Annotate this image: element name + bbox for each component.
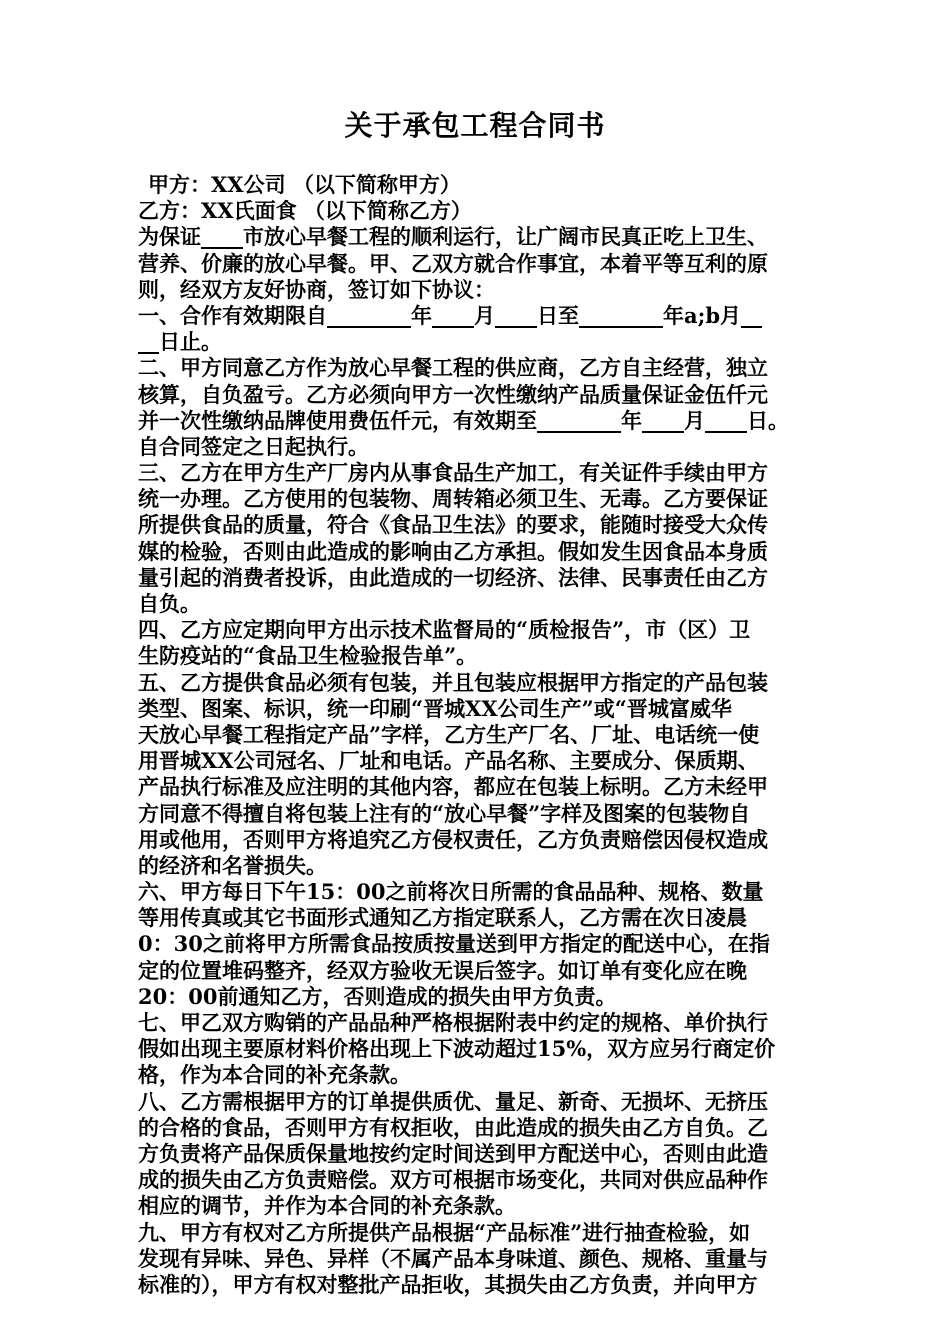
text-line: 标准的），甲方有权对整批产品拒收，其损失由乙方负责，并向甲方 bbox=[138, 1271, 758, 1297]
document-title: 关于承包工程合同书 bbox=[344, 109, 606, 142]
text-line: 统一办理。乙方使用的包装物、周转箱必须卫生、无毒。乙方要保证 bbox=[138, 486, 768, 512]
contract-body bbox=[138, 172, 818, 1298]
text-line: 自合同签定之日起执行。 bbox=[138, 433, 369, 459]
text-line: 的经济和名誉损失。 bbox=[138, 852, 327, 878]
text-line: 用晋城XX公司冠名、厂址和电话。产品名称、主要成分、保质期、 bbox=[138, 748, 759, 774]
clause-2-line: 二、甲方同意乙方作为放心早餐工程的供应商，乙方自主经营，独立 bbox=[138, 355, 768, 381]
text-line: 并一次性缴纳品牌使用费伍仟元，有效期至________年____月____日。 bbox=[138, 407, 789, 433]
text-line: 自负。 bbox=[138, 591, 201, 616]
text-line: 格，作为本合同的补充条款。 bbox=[138, 1062, 411, 1088]
clause-7-line: 七、甲乙双方购销的产品品种严格根据附表中约定的规格、单价执行 bbox=[138, 1010, 768, 1035]
text-line: 类型、图案、标识，统一印刷“晋城XX公司生产”或“晋城富威华 bbox=[138, 695, 732, 721]
text-line: 量引起的消费者投诉，由此造成的一切经济、法律、民事责任由乙方 bbox=[138, 564, 768, 590]
text-line: 营养、价廉的放心早餐。甲、乙双方就合作事宜，本着平等互利的原 bbox=[138, 250, 768, 276]
text-line: 用或他用，否则甲方将追究乙方侵权责任，乙方负责赔偿因侵权造成 bbox=[138, 826, 768, 852]
text-line: 天放心早餐工程指定产品”字样，乙方生产厂名、厂址、电话统一使 bbox=[138, 721, 760, 747]
text-line: 核算，自负盈亏。乙方必须向甲方一次性缴纳产品质量保证金伍仟元 bbox=[138, 381, 768, 407]
text-line: 生防疫站的“食品卫生检验报告单”。 bbox=[138, 643, 478, 669]
clause-6-line: 六、甲方每日下午15：00之前将次日所需的食品品种、规格、数量 bbox=[138, 879, 764, 905]
text-line: 20：00前通知乙方，否则造成的损失由甲方负责。 bbox=[138, 983, 617, 1009]
text-line: 发现有异味、异色、异样（不属产品本身味道、颜色、规格、重量与 bbox=[138, 1245, 768, 1271]
text-line: 则，经双方友好协商，签订如下协议： bbox=[138, 276, 495, 302]
text-line: 方同意不得擅自将包装上注有的“放心早餐”字样及图案的包装物自 bbox=[138, 800, 751, 826]
party-a-line: 甲方：XX公司 （以下简称甲方） bbox=[148, 172, 461, 197]
text-line: 产品执行标准及应注明的其他内容，都应在包装上标明。乙方未经甲 bbox=[138, 774, 768, 800]
clause-4-line: 四、乙方应定期向甲方出示技术监督局的“质检报告”，市（区）卫 bbox=[138, 617, 751, 643]
text-line: 定的位置堆码整齐，经双方验收无误后签字。如订单有变化应在晚 bbox=[138, 957, 747, 983]
text-line: 等用传真或其它书面形式通知乙方指定联系人，乙方需在次日凌晨 bbox=[138, 905, 747, 931]
text-line: 0：30之前将甲方所需食品按质按量送到甲方指定的配送中心，在指 bbox=[138, 931, 770, 957]
text-line: __日止。 bbox=[138, 329, 222, 355]
clause-5-line: 五、乙方提供食品必须有包装，并且包装应根据甲方指定的产品包装 bbox=[138, 669, 768, 695]
clause-9-line: 九、甲方有权对乙方所提供产品根据“产品标准”进行抽查检验，如 bbox=[138, 1219, 751, 1245]
text-line: 方负责将产品保质保量地按约定时间送到甲方配送中心，否则由此造 bbox=[138, 1140, 768, 1166]
text-line: 假如出现主要原材料价格出现上下波动超过15%，双方应另行商定价 bbox=[138, 1036, 776, 1062]
clause-1-line: 一、合作有效期限自________年____月____日至________年a;b月__ bbox=[138, 302, 763, 328]
text-line: 媒的检验，否则由此造成的影响由乙方承担。假如发生因食品本身质 bbox=[138, 538, 768, 564]
party-b-line: 乙方：XX氏面食 （以下简称乙方） bbox=[138, 198, 472, 224]
text-line: 所提供食品的质量，符合《食品卫生法》的要求，能随时接受大众传 bbox=[138, 512, 768, 538]
text-line: 为保证____市放心早餐工程的顺利运行，让广阔市民真正吃上卫生、 bbox=[138, 224, 768, 250]
text-line: 的合格的食品，否则甲方有权拒收，由此造成的损失由乙方自负。乙 bbox=[138, 1114, 768, 1140]
clause-8-line: 八、乙方需根据甲方的订单提供质优、量足、新奇、无损坏、无挤压 bbox=[138, 1088, 768, 1114]
text-line: 成的损失由乙方负责赔偿。双方可根据市场变化，共同对供应品种作 bbox=[138, 1167, 768, 1193]
text-line: 相应的调节，并作为本合同的补充条款。 bbox=[138, 1193, 516, 1219]
clause-3-line: 三、乙方在甲方生产厂房内从事食品生产加工，有关证件手续由甲方 bbox=[138, 460, 768, 486]
